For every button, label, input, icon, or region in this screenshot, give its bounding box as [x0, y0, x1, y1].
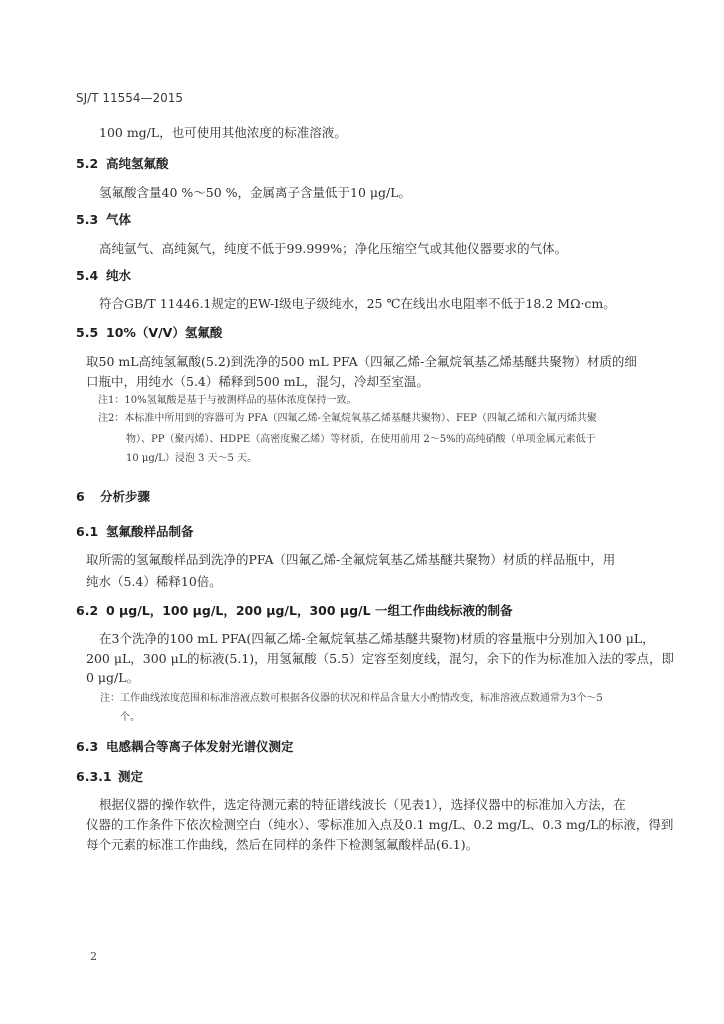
note-6-2-line-1: 注：工作曲线浓度范围和标准溶液点数可根据各仪器的状况和样品含量大小酌情改变，标准溶液点数通常为3个～5	[100, 693, 603, 704]
paragraph-6-2-line-2: 200 μL，300 μL的标液(5.1)，用氢氟酸（5.5）定容至刻度线，混匀，余下的作为标准加入法的零点，即	[86, 651, 675, 666]
note-1: 注1：10%氢氟酸是基于与被测样品的基体浓度保持一致。	[98, 395, 357, 406]
section-6-1-heading	[76, 522, 194, 540]
section-number: 6	[76, 489, 85, 504]
paragraph-6-1-line-2: 纯水（5.4）稀释10倍。	[86, 574, 222, 589]
paragraph-6-3-1-line-2: 仪器的工作条件下依次检测空白（纯水）、零标准加入点及0.1 mg/L、0.2 mg/L、0.3 mg/L的标液，得到	[86, 817, 674, 832]
section-title: 分析步骤	[100, 489, 151, 504]
section-5-4-heading	[76, 266, 131, 284]
note-2-line-1: 注2：本标准中所用到的容器可为 PFA（四氟乙烯-全氟烷氧基乙烯基醚共聚物）、FEP（四氟乙烯和六氟丙烯共聚	[98, 413, 597, 424]
section-number: 5.3	[76, 212, 99, 227]
paragraph-5-5-line-1: 取50 mL高纯氢氟酸(5.2)到洗净的500 mL PFA（四氟乙烯-全氟烷氧基乙烯基醚共聚物）材质的细	[86, 354, 637, 369]
note-2-line-2: 物）、PP（聚丙烯）、HDPE（高密度聚乙烯）等材质，在使用前用 2～5%的高纯硝酸（单项金属元素低于	[126, 434, 596, 445]
paragraph-6-3-1-line-3: 每个元素的标准工作曲线，然后在同样的条件下检测氢氟酸样品(6.1)。	[86, 837, 479, 852]
section-5-5-heading	[76, 323, 222, 341]
paragraph-5-2: 氢氟酸含量40 %～50 %，金属离子含量低于10 μg/L。	[99, 185, 412, 200]
section-title: 0 μg/L，100 μg/L，200 μg/L，300 μg/L 一组工作曲线标液的制备	[106, 603, 513, 618]
section-number: 6.3	[76, 739, 99, 754]
section-title: 气体	[106, 212, 132, 227]
section-number: 5.5	[76, 325, 99, 340]
note-6-2-line-2: 个。	[120, 712, 140, 723]
section-title: 高纯氢氟酸	[106, 156, 169, 171]
section-number: 6.3.1	[76, 769, 112, 784]
section-title: 测定	[118, 769, 144, 784]
paragraph-5-1-tail: 100 mg/L，也可使用其他浓度的标准溶液。	[99, 125, 347, 140]
section-title: 电感耦合等离子体发射光谱仪测定	[106, 739, 294, 754]
section-number: 6.1	[76, 524, 99, 539]
standard-code-header: SJ/T 11554—2015	[76, 91, 184, 105]
paragraph-6-3-1-line-1: 根据仪器的操作软件，选定待测元素的特征谱线波长（见表1），选择仪器中的标准加入方法，在	[99, 797, 626, 812]
section-6-3-1-heading	[76, 767, 143, 785]
paragraph-5-5-line-2: 口瓶中，用纯水（5.4）稀释到500 mL，混匀，冷却至室温。	[86, 374, 429, 389]
paragraph-6-2-line-3: 0 μg/L。	[86, 670, 140, 685]
section-title: 纯水	[106, 268, 132, 283]
page-number: 2	[90, 950, 97, 963]
section-6-heading	[76, 487, 150, 505]
paragraph-5-4: 符合GB/T 11446.1规定的EW-Ⅰ级电子级纯水，25 ℃在线出水电阻率不低于18.2 MΩ·cm。	[99, 296, 616, 311]
paragraph-6-1-line-1: 取所需的氢氟酸样品到洗净的PFA（四氟乙烯-全氟烷氧基乙烯基醚共聚物）材质的样品瓶中，用	[86, 552, 616, 567]
section-number: 5.4	[76, 268, 99, 283]
section-number: 6.2	[76, 603, 99, 618]
section-5-2-heading	[76, 154, 169, 172]
paragraph-6-2-line-1: 在3个洗净的100 mL PFA(四氟乙烯-全氟烷氧基乙烯基醚共聚物)材质的容量瓶中分别加入100 μL，	[99, 631, 655, 646]
section-number: 5.2	[76, 156, 99, 171]
paragraph-5-3: 高纯氩气、高纯氮气，纯度不低于99.999%；净化压缩空气或其他仪器要求的气体。	[99, 241, 568, 256]
section-title: 氢氟酸样品制备	[106, 524, 194, 539]
note-2-line-3: 10 μg/L）浸泡 3 天～5 天。	[126, 453, 258, 464]
section-5-3-heading	[76, 210, 131, 228]
section-6-3-heading	[76, 737, 294, 755]
section-6-2-heading	[76, 601, 512, 619]
section-title: 10%（V/V）氢氟酸	[106, 325, 223, 340]
